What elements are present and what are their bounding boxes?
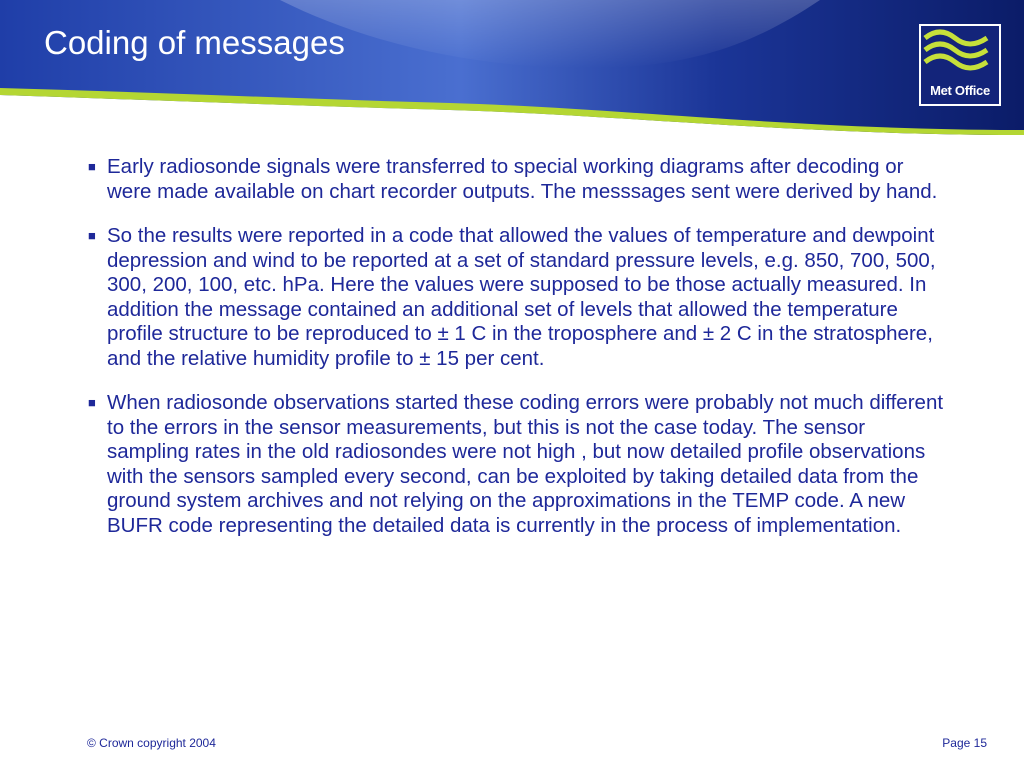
bullet-text: So the results were reported in a code that allowed the values of temperature and dewpoint depression and wind to be reported at a set of standard pressure levels, e.g. 850, 700, 500, 300, 200, 100, etc. hPa. Here the values were supposed to be those actually measured. In addition the message contained an additional set of levels that allowed the temperature profile structure to be reproduced to ± 1 C in the troposphere and ± 2 C in the stratosphere, and the relative humidity profile to ± 15 per cent.	[107, 224, 936, 370]
met-office-logo	[919, 24, 1001, 106]
slide-body	[88, 155, 948, 558]
copyright-notice: © Crown copyright 2004	[87, 736, 216, 750]
bullet-text: When radiosonde observations started these coding errors were probably not much different to the errors in the sensor measurements, but this is not the case today. The sensor sampling rates in the old radiosondes were not high , but now detailed profile observations with the sensors sampled every second, can be exploited by taking detailed data from the ground system archives and not relying on the approximations in the TEMP code. A new BUFR code representing the detailed data is currently in the process of implementation.	[107, 391, 944, 537]
bullet-item	[88, 224, 948, 371]
bullet-text: Early radiosonde signals were transferred to special working diagrams after decoding or were made available on chart recorder outputs. The messsages sent were derived by hand.	[107, 155, 938, 203]
square-bullet-icon: ■	[88, 395, 96, 410]
bullet-item	[88, 391, 948, 538]
slide-title: Coding of messages	[44, 24, 345, 61]
bullet-item	[88, 155, 948, 204]
logo-text: Met Office	[930, 83, 990, 98]
slide-header	[0, 0, 1024, 135]
header-background	[0, 0, 1024, 135]
page-number: Page 15	[942, 736, 987, 750]
square-bullet-icon: ■	[88, 228, 96, 243]
waves-icon	[921, 26, 991, 74]
square-bullet-icon: ■	[88, 159, 96, 174]
